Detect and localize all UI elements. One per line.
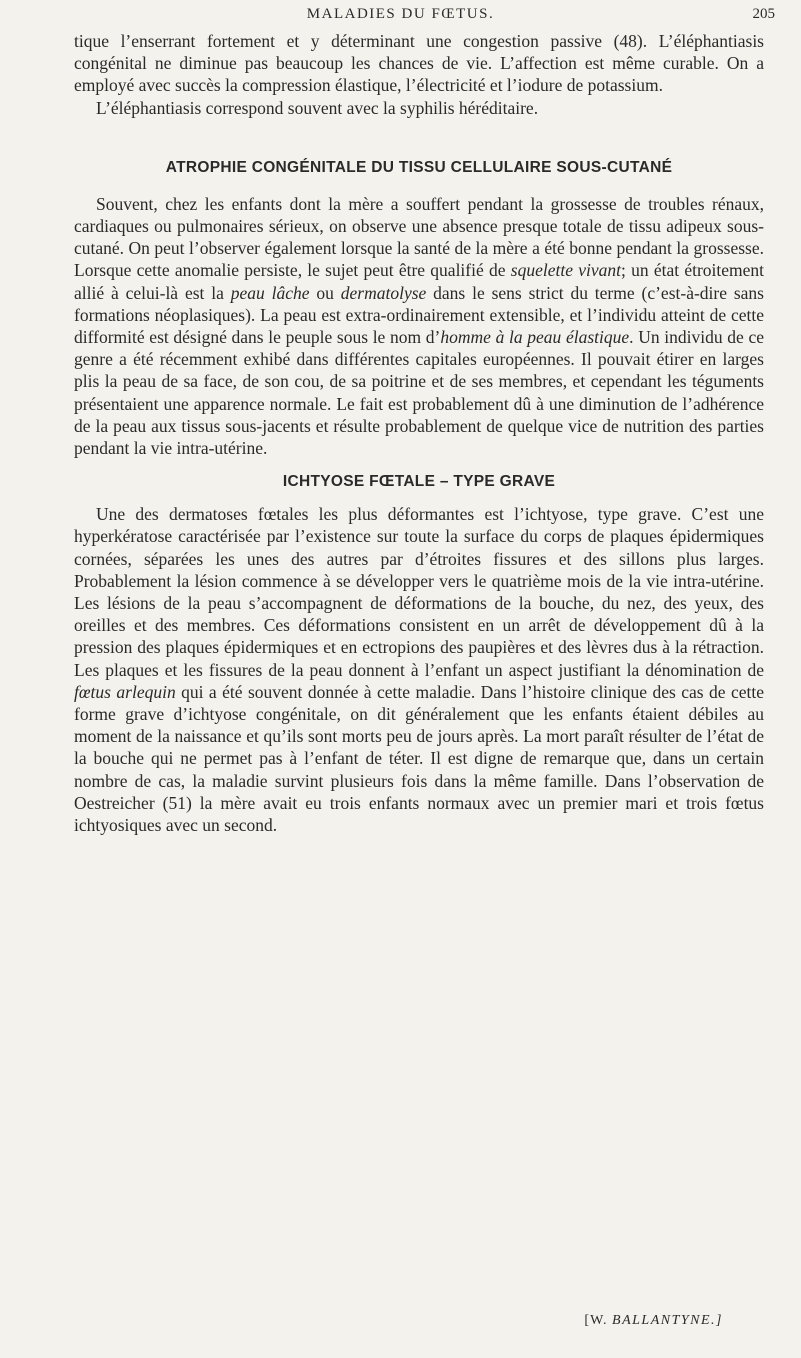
signature-initial: [W. (584, 1313, 608, 1328)
section-heading-atrophie: ATROPHIE CONGÉNITALE DU TISSU CELLULAIRE SOUS-CUTANÉ (165, 158, 673, 176)
intro-paragraph: tique l’enserrant fortement et y déterminant une congestion passive (48). L’éléphantiasis congénital ne diminue pas beaucoup les chances de vie. L’affection est même curable. On a employé avec succès la compression élastique, l’électricité et l’iodure de potassium. (74, 31, 764, 96)
italic-term-squelette: squelette vivant (510, 260, 621, 281)
page-body (74, 30, 764, 836)
text-run: ; un état étroitement allié à celui-là est la (74, 260, 765, 303)
ichtyose-paragraph (74, 503, 764, 836)
text-run: . Un individu de ce genre a été récemment exhibé dans différentes capitales européennes. Il pouvait étirer en larges plis la peau de sa face, de son cou, de sa poitrine et de ses membres, et cependant les téguments présentaient une apparence normale. Le fait est probablement dû à une diminution de l’adhérence de la peau aux tissus sous-jacents et résulte probablement de quelque vice de nutrition des parties pendant la vie intra-utérine. (74, 327, 765, 459)
intro-paragraph-syphilis: L’éléphantiasis correspond souvent avec la syphilis héréditaire. (96, 97, 539, 118)
italic-term-peau-lache: peau lâche (230, 282, 310, 303)
running-head (0, 6, 801, 28)
italic-term-dermatolyse: dermatolyse (340, 282, 427, 303)
text-run: qui a été souvent donnée à cette maladie. Dans l’histoire clinique des cas de cette forme grave d’ichtyose congénitale, on dit généralement que les enfants étaient débiles au moment de la naissance et qu’ils sont morts peu de jours après. La mort paraît résulter de l’état de la bouche qui ne permet pas à l’enfant de téter. Il est digne de remarque que, dans un certain nombre de cas, la maladie survint plusieurs fois dans la même famille. Dans l’observation de Oestreicher (51) la mère avait eu trois enfants normaux avec un premier mari et trois fœtus ichtyosiques avec un second. (74, 681, 764, 836)
author-signature (584, 1313, 723, 1329)
text-run: dans le sens strict du terme (c’est-à-dire sans formations néoplasiques). La peau est extra-ordinairement extensible, et l’individu atteint de cette difformité est désigné dans le peuple sous le nom d’ (74, 282, 764, 348)
atrophie-paragraph (74, 193, 764, 459)
page-number: 205 (752, 6, 775, 22)
italic-term-homme-peau-elastique: homme à la peau élastique (440, 327, 630, 348)
running-title: MALADIES DU FŒTUS. (306, 6, 495, 22)
text-run: Une des dermatoses fœtales les plus déformantes est l’ichtyose, type grave. C’est une hyperkératose caractérisée par l’existence sur toute la surface du corps de plaques épidermiques cornées, séparées les unes des autres par d’étroites fissures et des sillons plus larges. Probablement la lésion commence à se développer vers le quatrième mois de la vie intra-utérine. Les lésions de la peau s’accompagnent de déformations de la bouche, du nez, des yeux, des oreilles et des membres. Ces déformations consistent en un arrêt de développement dû à la pression des plaques épidermiques et en ectropions des paupières et des lèvres dus à la rétraction. Les plaques et les fissures de la peau donnent à l’enfant un aspect justifiant la dénomination de (74, 504, 764, 680)
text-run: ou (309, 282, 341, 303)
signature-name: BALLANTYNE.] (612, 1313, 723, 1328)
text-run: Souvent, chez les enfants dont la mère a souffert pendant la grossesse de troubles rénaux, cardiaques ou pulmonaires sérieux, on observe une absence presque totale de tissu adipeux sous-cutané. On peut l’observer également lorsque la santé de la mère a été bonne pendant la grossesse. Lorsque cette anomalie persiste, le sujet peut être qualifié de (74, 193, 764, 281)
italic-term-foetus-arlequin: fœtus arlequin (74, 681, 176, 702)
section-heading-ichtyose: ICHTYOSE FŒTALE – TYPE GRAVE (282, 473, 556, 491)
